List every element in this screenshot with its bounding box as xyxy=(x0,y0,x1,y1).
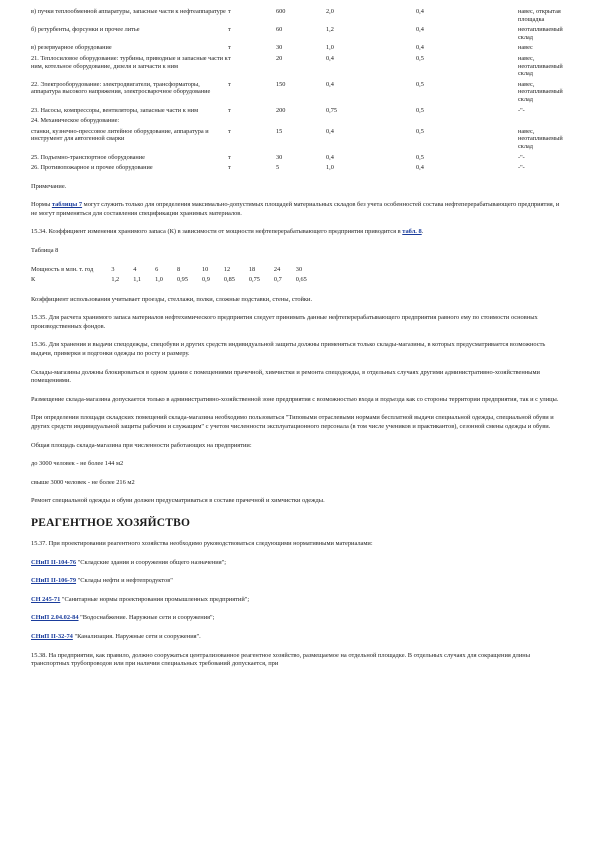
usage-coefficient-note: Коэффициент использования учитывает проезды, стеллажи, полки, сложные подставки, стены, стойки. xyxy=(31,295,313,303)
coefficient-label: К xyxy=(31,275,36,283)
document-page xyxy=(31,8,566,669)
row-name: в) резервуарное оборудование xyxy=(31,44,112,52)
row-unit: т xyxy=(228,164,231,172)
capacity-row xyxy=(31,266,321,276)
table-row xyxy=(31,154,566,165)
reference-link[interactable]: СНиП II-104-76 xyxy=(31,558,77,566)
reference-link[interactable]: СНиП II-106-79 xyxy=(31,577,77,585)
table-row xyxy=(31,55,566,81)
row-storage: неотапливаемый склад xyxy=(518,26,563,41)
row-value-1: 600 xyxy=(276,8,286,15)
coefficient-value: 1,1 xyxy=(133,275,142,283)
row-unit xyxy=(228,117,276,128)
row-value-3: 0,4 xyxy=(416,8,424,15)
capacity-value: 6 xyxy=(155,265,159,273)
materials-table xyxy=(31,8,566,175)
row-value-2: 1,0 xyxy=(326,164,334,172)
row-name: в) пучки теплообменной аппаратуры, запасные части к нефтеаппаратуре xyxy=(31,8,226,15)
row-value-3: 0,5 xyxy=(416,127,424,135)
paragraph-15-36: 15.36. Для хранения и выдачи спецодежды, спецобуви и других средств индивидуальной защиты должны применяться только склады-магазины, в которых предусматривается возможность выдачи, примерки и подгонки одежды по росту и размеру. xyxy=(31,341,546,358)
reference-item xyxy=(31,559,566,568)
row-name: 24. Механическое оборудование: xyxy=(31,117,120,125)
paragraph-15-37: 15.37. При проектировании реагентного хозяйства необходимо руководствоваться следующими нормативными материалами: xyxy=(31,539,373,547)
reference-item xyxy=(31,596,566,605)
row-storage: навес, неотапливаемый склад xyxy=(518,127,563,150)
row-name: 22. Электрооборудование: электродвигатели, трансформаторы, аппаратура высокого напряжения, электросварочное оборудование xyxy=(31,80,211,96)
reference-item xyxy=(31,614,566,623)
row-value-2: 2,0 xyxy=(326,8,334,15)
row-name: 26. Противопожарное и прочее оборудование xyxy=(31,164,153,172)
row-unit: т xyxy=(228,80,231,88)
capacity-value: 10 xyxy=(201,265,209,273)
row-name: 23. Насосы, компрессоры, вентиляторы, запасные части к ним xyxy=(31,106,199,114)
row-value-3: 0,4 xyxy=(416,26,424,34)
row-unit: т xyxy=(228,44,231,52)
capacity-value: 3 xyxy=(111,265,115,273)
paragraph-15-35: 15.35. Для расчета хранимого запаса материалов нефтехимического предприятия следует принимать данные нефтеперерабатывающего предприятия равного ему по стоимости основных производственных фондов. xyxy=(31,314,538,330)
table-7-link[interactable]: таблицы 7 xyxy=(51,201,83,209)
row-value-1 xyxy=(276,117,326,128)
table-row xyxy=(31,8,566,26)
row-value-1: 20 xyxy=(276,54,283,62)
reference-title: "Склады нефти и нефтепродуктов" xyxy=(76,577,173,585)
reference-title: "Складские здания и сооружения общего назначения"; xyxy=(76,558,227,566)
capacity-value: 30 xyxy=(295,265,303,273)
capacity-value: 4 xyxy=(133,265,137,273)
table-row xyxy=(31,164,566,175)
paragraph-total-area: Общая площадь склада-магазина при численности работающих на предприятии: xyxy=(31,441,252,449)
coefficient-value: 0,7 xyxy=(273,275,282,283)
row-name: б) ретурбенты, форсунки и прочее литье xyxy=(31,26,140,34)
row-value-3: 0,5 xyxy=(416,106,424,114)
row-value-3 xyxy=(416,117,518,128)
reference-link[interactable]: СНиП II-32-74 xyxy=(31,632,73,640)
row-value-3: 0,4 xyxy=(416,44,424,52)
reference-link[interactable]: СН 245-71 xyxy=(31,595,61,603)
row-storage: -"- xyxy=(518,164,525,172)
capacity-value: 12 xyxy=(223,265,231,273)
coefficient-value: 0,75 xyxy=(248,275,260,283)
row-storage: навес, открытая площадка xyxy=(518,8,561,23)
row-value-3: 0,4 xyxy=(416,164,424,172)
row-value-2: 0,4 xyxy=(326,80,334,88)
coefficient-value: 1,0 xyxy=(155,275,163,283)
row-unit: т xyxy=(228,54,231,62)
paragraph-15-34: 15.34. Коэффициент изменения хранимого запаса (К) в зависимости от мощности нефтеперерабатывающего предприятия приводится в табл. 8. xyxy=(31,228,424,236)
row-value-2: 1,0 xyxy=(326,44,334,52)
row-name: станки, кузнечно-прессовое литейное оборудование, аппаратура и инструмент для автогенной сварки xyxy=(31,127,209,143)
table-8-link[interactable]: табл. 8 xyxy=(402,228,422,236)
row-storage: навес xyxy=(518,44,533,52)
row-value-1: 30 xyxy=(276,44,283,52)
row-storage: -"- xyxy=(518,153,525,161)
row-storage: -"- xyxy=(518,106,525,114)
table-8-caption: Таблица 8 xyxy=(31,247,59,255)
row-storage: навес, неотапливаемый склад xyxy=(518,80,563,103)
paragraph-store-placement: Размещение склада-магазина допускается только в административно-хозяйственной зоне предприятия с возможностью входа и подъезда как со стороны территории предприятия, так и с улицы. xyxy=(31,395,559,403)
row-value-1: 5 xyxy=(276,164,280,172)
row-unit: т xyxy=(228,127,231,135)
reference-title: "Канализация. Наружные сети и сооружения". xyxy=(72,632,201,640)
paragraph-store-area: При определении площади складских помещений склада-магазина необходимо пользоваться "Типовыми отраслевыми нормами бесплатной выдачи специальной одежды, специальной обуви и других средств индивидуальной защиты рабочим и служащим" с учетом численности эксплуатационного персонала (в том числе учеников и практикантов), сезонной смены одежды и обуви. xyxy=(31,414,554,430)
table-row xyxy=(31,26,566,44)
capacity-value: 8 xyxy=(176,265,181,273)
row-value-2: 1,2 xyxy=(326,26,334,34)
row-value-2: 0,75 xyxy=(326,106,338,114)
reference-link[interactable]: СНиП 2.04.02-84 xyxy=(31,614,79,622)
row-value-2: 0,4 xyxy=(326,54,334,62)
coefficient-row xyxy=(31,276,321,286)
section-title: РЕАГЕНТНОЕ ХОЗЯЙСТВО xyxy=(31,516,191,529)
coefficient-value: 0,85 xyxy=(223,275,235,283)
table-row xyxy=(31,44,566,55)
reference-title: "Водоснабжение. Наружные сети и сооружения"; xyxy=(78,614,215,622)
row-name: 25. Подъемно-транспортное оборудование xyxy=(31,153,145,161)
capacity-label: Мощность в млн. т. год xyxy=(31,265,94,273)
table-row xyxy=(31,81,566,107)
table-row xyxy=(31,107,566,118)
table-row xyxy=(31,117,566,128)
row-unit: т xyxy=(228,8,231,15)
row-name: 21. Теплосиловое оборудование: турбины, приводные и запасные части к ним, котельное оборудование, дизеля и запчасти к ним xyxy=(31,54,228,70)
coefficient-value: 1,2 xyxy=(111,275,120,283)
row-value-1: 15 xyxy=(276,127,283,135)
note-heading: Примечание. xyxy=(31,182,67,190)
capacity-value: 24 xyxy=(273,265,281,273)
paragraph-repair: Ремонт специальной одежды и обуви должен предусматриваться в составе прачечной и химчистки одежды. xyxy=(31,497,325,505)
row-value-1: 30 xyxy=(276,153,283,161)
capacity-coefficient-table xyxy=(31,266,321,286)
capacity-value: 18 xyxy=(248,265,256,273)
table-row xyxy=(31,128,566,154)
row-unit: т xyxy=(228,26,231,34)
row-value-2: 0,4 xyxy=(326,153,334,161)
paragraph-15-38: 15.38. На предприятии, как правило, должно сооружаться централизованное реагентное хозяйство, размещаемое на отдельной площадке. В отдельных случаях для сокращения длины транспортных трубопроводов или при наличии специальных требований допускается, при xyxy=(31,651,531,668)
row-unit: т xyxy=(228,106,231,114)
row-value-2 xyxy=(326,117,416,128)
area-up-to-3000: до 3000 человек - не более 144 м2 xyxy=(31,460,124,468)
reference-title: "Санитарные нормы проектирования промышленных предприятий"; xyxy=(60,595,250,603)
row-value-2: 0,4 xyxy=(326,127,334,135)
paragraph-store-blocking: Склады-магазины должны блокироваться в одном здании с помещениями прачечной, химчистки и ремонта спецодежды, в отдельных случаях другими административно-хозяйственными помещениями. xyxy=(31,368,540,385)
row-storage: навес, неотапливаемый склад xyxy=(518,54,563,78)
row-value-1: 150 xyxy=(276,80,286,88)
reference-item xyxy=(31,633,566,642)
row-value-3: 0,5 xyxy=(416,80,424,88)
row-unit: т xyxy=(228,153,231,161)
coefficient-value: 0,95 xyxy=(176,275,188,283)
row-value-1: 60 xyxy=(276,26,283,34)
normative-references xyxy=(31,559,566,652)
row-storage xyxy=(518,117,566,128)
reference-item xyxy=(31,577,566,586)
note-paragraph: Нормы таблицы 7 могут служить только для определения максимально-допустимых площадей материальных складов без учета особенностей состава нефтеперерабатывающего предприятия, и не могут применяться для составления спецификации хранимых материалов. xyxy=(31,201,560,217)
coefficient-value: 0,65 xyxy=(295,275,307,283)
coefficient-value: 0,9 xyxy=(201,275,210,283)
row-value-3: 0,5 xyxy=(416,54,424,62)
row-value-3: 0,5 xyxy=(416,153,424,161)
row-value-1: 200 xyxy=(276,106,286,114)
area-over-3000: свыше 3000 человек - не более 216 м2 xyxy=(31,478,135,486)
